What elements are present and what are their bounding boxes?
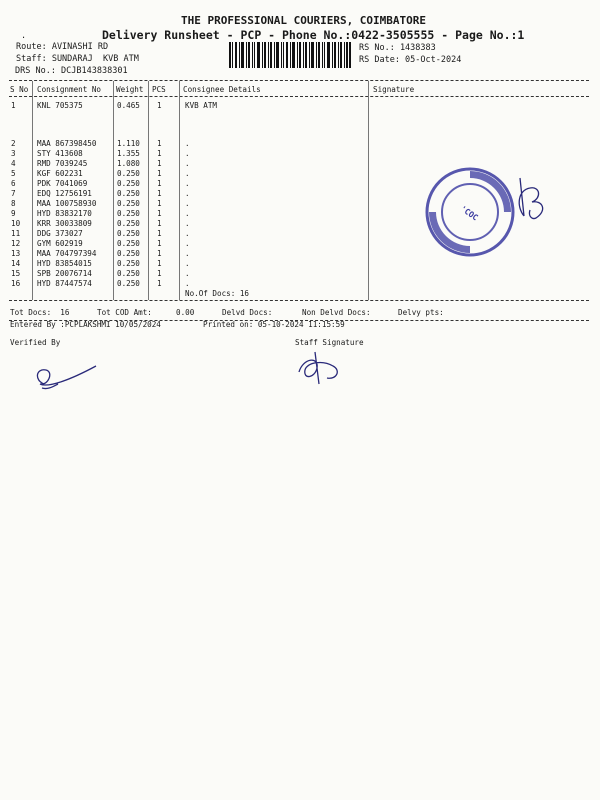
cell-consignee: . [185,149,190,158]
delvd-docs: Delvd Docs: [222,308,273,317]
non-delvd-docs: Non Delvd Docs: [302,308,371,317]
cell-weight: 1.355 [117,149,140,158]
cell-consignment: SPB 20076714 [37,269,92,278]
cell-pcs: 1 [157,159,162,168]
printed-on: Printed on: 05-10-2024 11:15:59 [203,320,345,329]
table-header-rule [9,96,589,97]
rs-date: RS Date: 05-Oct-2024 [359,55,462,65]
cell-pcs: 1 [157,259,162,268]
cell-sno: 8 [11,199,16,208]
cell-consignment: STY 413608 [37,149,83,158]
table-row [0,139,600,149]
verified-signature-scribble [30,358,100,392]
cell-weight: 0.250 [117,229,140,238]
column-header-sno: S No [10,85,29,94]
runsheet-title: Delivery Runsheet - PCP - Phone No.:0422-3505555 - Page No.:1 [102,28,525,42]
column-header-signature: Signature [373,85,415,94]
cell-weight: 0.250 [117,169,140,178]
cell-sno: 16 [11,279,21,288]
cell-weight: 0.250 [117,189,140,198]
cell-weight: 0.250 [117,209,140,218]
cell-pcs: 1 [157,101,162,110]
cell-pcs: 1 [157,209,162,218]
staff-label: Staff: SUNDARAJ KVB ATM [16,54,139,64]
cell-consignment: GYM 602919 [37,239,83,248]
column-header-consignee: Consignee Details [183,85,261,94]
column-header-consignment: Consignment No [37,85,102,94]
cell-consignment: PDK 7041069 [37,179,88,188]
cell-weight: 0.250 [117,259,140,268]
cell-weight: 1.110 [117,139,140,148]
cell-consignment: MAA 867398450 [37,139,97,148]
no-of-docs: No.Of Docs: 16 [185,289,250,298]
cell-sno: 12 [11,239,21,248]
cell-weight: 0.250 [117,279,140,288]
cell-sno: 7 [11,189,16,198]
cell-pcs: 1 [157,219,162,228]
cell-sno: 5 [11,169,16,178]
route-label: Route: AVINASHI RD [16,42,109,52]
cell-consignee: . [185,209,190,218]
company-name: THE PROFESSIONAL COURIERS, COIMBATORE [181,14,427,27]
cell-pcs: 1 [157,279,162,288]
table-top-rule [9,80,589,81]
cell-consignee: . [185,259,190,268]
cell-consignment: HYD 83854015 [37,259,92,268]
table-row [0,279,600,289]
verified-by-label: Verified By [10,338,61,347]
cell-consignment: EDQ 12756191 [37,189,92,198]
cell-weight: 0.250 [117,239,140,248]
staff-signature-scribble [293,350,347,386]
cell-sno: 9 [11,209,16,218]
cell-pcs: 1 [157,149,162,158]
cell-consignment: MAA 704797394 [37,249,97,258]
cell-sno: 6 [11,179,16,188]
cell-consignee: . [185,229,190,238]
rs-number: RS No.: 1438383 [359,43,436,53]
cell-consignee: . [185,239,190,248]
cell-sno: 14 [11,259,21,268]
cell-pcs: 1 [157,169,162,178]
table-row [0,269,600,279]
cell-consignee: . [185,169,190,178]
cell-consignment: KGF 602231 [37,169,83,178]
cell-sno: 13 [11,249,21,258]
signature-scribble [510,176,550,224]
cell-consignee: . [185,269,190,278]
cell-pcs: 1 [157,199,162,208]
cell-sno: 11 [11,229,21,238]
table-row [0,259,600,269]
cell-weight: 0.250 [117,269,140,278]
barcode-icon [229,42,351,68]
table-row [0,101,600,111]
cell-consignment: MAA 100758930 [37,199,97,208]
cell-weight: 0.250 [117,249,140,258]
tot-cod-value: 0.00 [176,308,195,317]
cell-consignee: . [185,139,190,148]
cell-pcs: 1 [157,249,162,258]
cell-weight: 0.250 [117,179,140,188]
table-bottom-rule [9,300,589,301]
column-header-weight: Weight [116,85,144,94]
tot-cod-label: Tot COD Amt: [97,308,152,317]
cell-consignment: KNL 705375 [37,101,83,110]
entered-by: Entered By :PCPLAKSHMI 10/05/2024 [10,320,161,329]
cell-pcs: 1 [157,189,162,198]
cell-pcs: 1 [157,269,162,278]
table-row [0,149,600,159]
staff-signature-label: Staff Signature [295,338,364,347]
cell-weight: 1.080 [117,159,140,168]
cell-pcs: 1 [157,139,162,148]
cell-consignment: RMD 7039245 [37,159,88,168]
cell-sno: 10 [11,219,21,228]
cell-consignee: KVB ATM [185,101,218,110]
drs-number: DRS No.: DCJB143838301 [15,66,128,76]
column-header-pcs: PCS [152,85,166,94]
cell-pcs: 1 [157,229,162,238]
cell-pcs: 1 [157,179,162,188]
cell-consignee: . [185,189,190,198]
cell-sno: 4 [11,159,16,168]
cell-consignee: . [185,179,190,188]
cell-consignee: . [185,279,190,288]
cell-weight: 0.250 [117,219,140,228]
cell-sno: 15 [11,269,21,278]
svg-text:'COC: 'COC [458,204,480,223]
cell-consignee: . [185,219,190,228]
cell-sno: 1 [11,101,16,110]
cell-weight: 0.465 [117,101,140,110]
cell-pcs: 1 [157,239,162,248]
header-dot: . [21,31,27,41]
cell-consignee: . [185,199,190,208]
cell-sno: 2 [11,139,16,148]
company-stamp [424,166,516,258]
delvy-pts: Delvy pts: [398,308,444,317]
cell-consignment: KRR 30033809 [37,219,92,228]
tot-docs: Tot Docs: 16 [10,308,70,317]
cell-consignment: DDG 373027 [37,229,83,238]
cell-consignee: . [185,249,190,258]
cell-consignment: HYD 83832170 [37,209,92,218]
cell-sno: 3 [11,149,16,158]
cell-consignee: . [185,159,190,168]
cell-weight: 0.250 [117,199,140,208]
cell-consignment: HYD 87447574 [37,279,92,288]
